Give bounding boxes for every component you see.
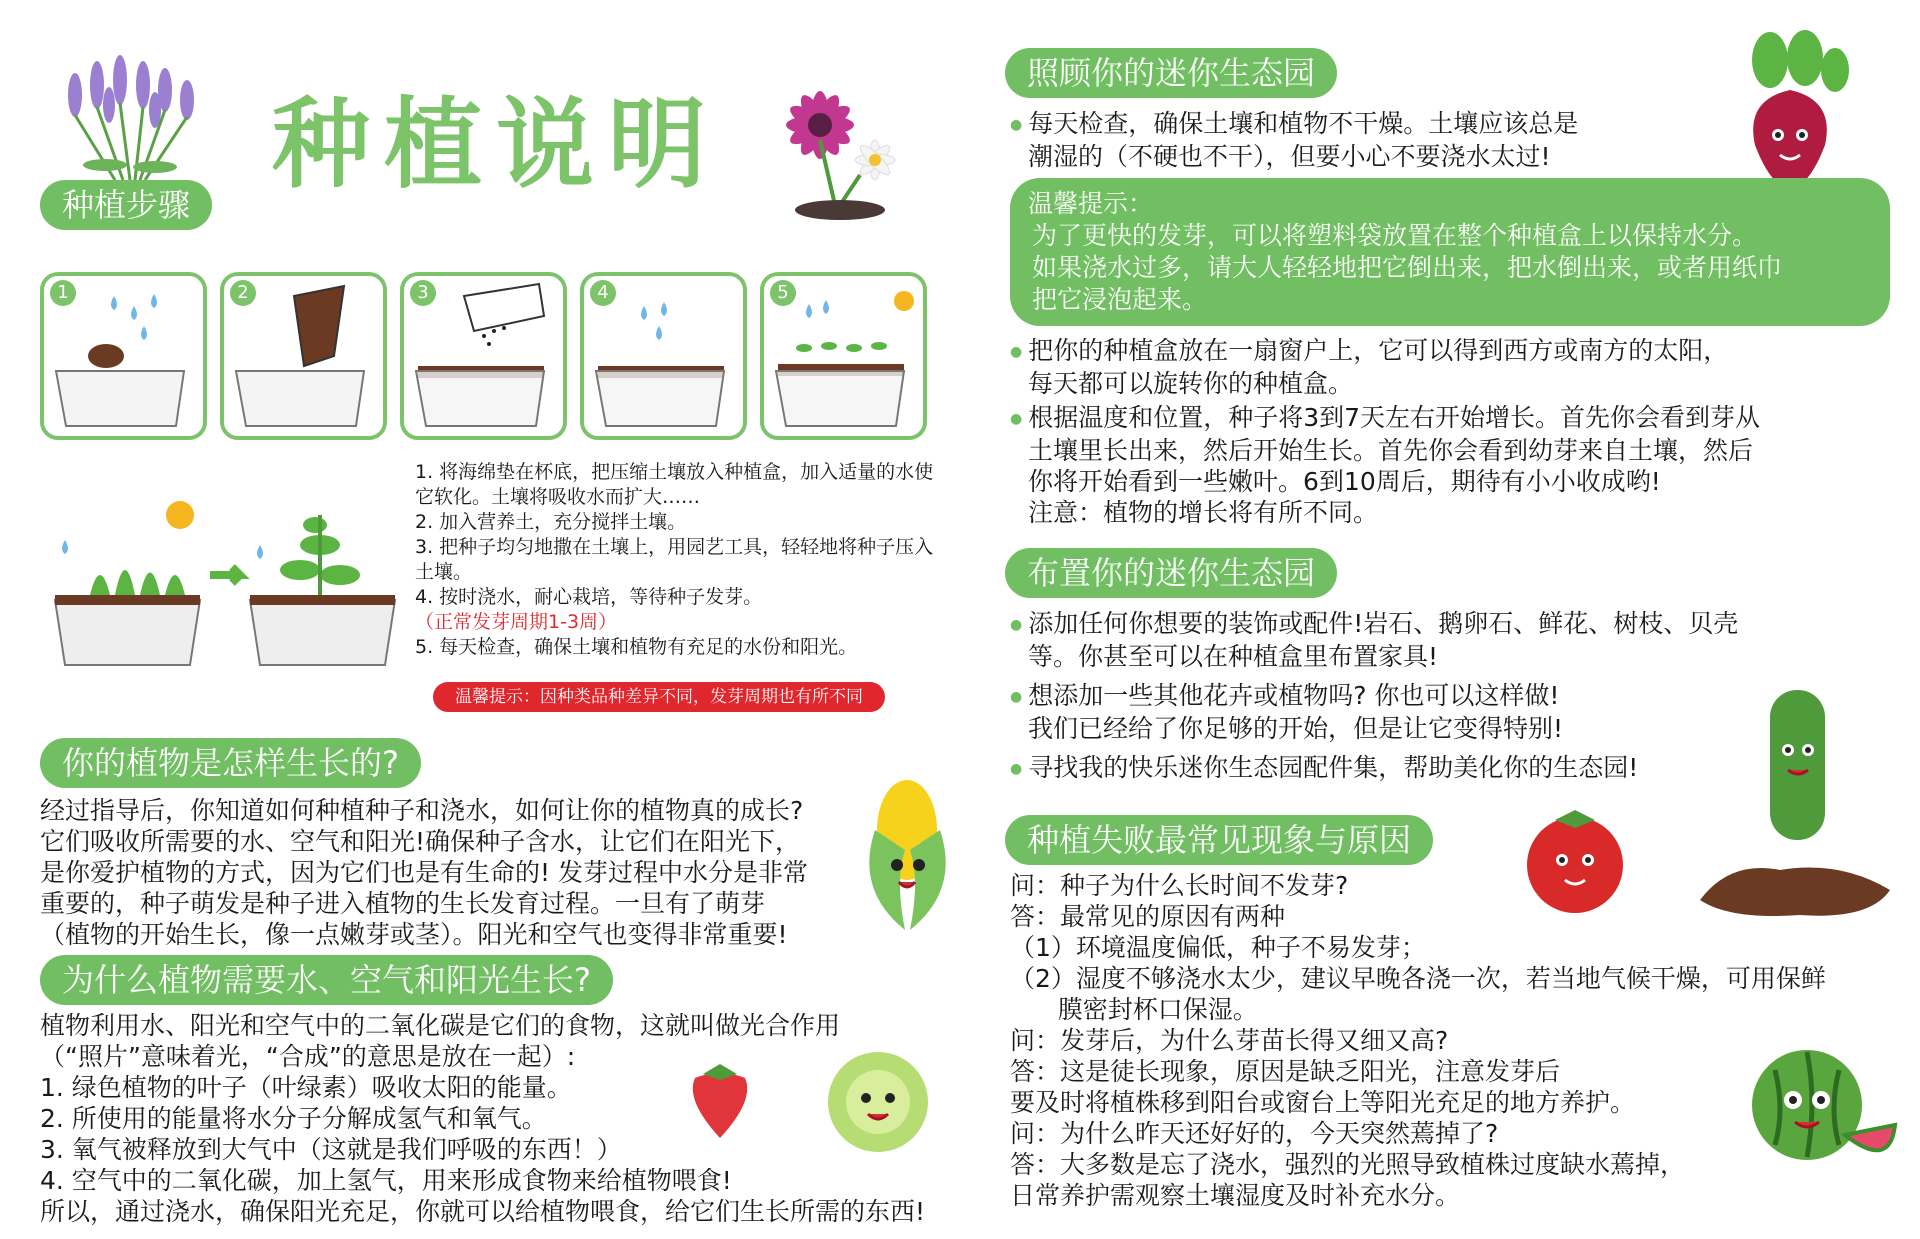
- tip-line: 如果浇水过多，请大人轻轻地把它倒出来，把水倒出来，或者用纸巾: [1032, 253, 1783, 282]
- text-line: 经过指导后，你知道如何种植种子和浇水，如何让你的植物真的成长?: [40, 796, 804, 825]
- instruction-line: 2. 加入营养土，充分搅拌土壤。: [415, 511, 687, 533]
- grown-plants-illustration: [50, 495, 410, 670]
- step-card-2: [220, 272, 387, 440]
- germination-period: （正常发芽周期1-3周）: [415, 611, 618, 633]
- faq-line: （2）湿度不够浇水太少，建议早晚各浇一次，若当地气候干燥，可用保鲜: [1010, 964, 1826, 993]
- lavender-illustration: [45, 55, 215, 185]
- tip-line: 为了更快的发芽，可以将塑料袋放置在整个种植盒上以保持水分。: [1032, 221, 1758, 250]
- text-line: 等。你甚至可以在种植盒里布置家具!: [1028, 641, 1439, 671]
- step-card-1: [40, 272, 207, 440]
- cabbage-character: [808, 1040, 948, 1170]
- step-number: 3: [410, 280, 436, 306]
- page-title: 种植说明: [272, 88, 721, 202]
- text-line: 所以，通过浇水，确保阳光充足，你就可以给植物喂食，给它们生长所需的东西!: [40, 1197, 926, 1226]
- corn-character: [845, 770, 965, 940]
- instruction-line: 5. 每天检查，确保土壤和植物有充足的水份和阳光。: [415, 636, 858, 658]
- step-number: 1: [50, 280, 76, 306]
- section-heading-failure: 种植失败最常见现象与原因: [1005, 815, 1433, 865]
- care-window: [1010, 335, 1890, 399]
- care-temperature: [1010, 402, 1890, 528]
- bullet-line: ● 根据温度和位置，种子将3到7天左右开始增长。首先你会看到芽从: [1010, 402, 1890, 435]
- text-line: 3. 氧气被释放到大气中（这就是我们呼吸的东西！）: [40, 1135, 622, 1164]
- grow-paragraph: [40, 795, 840, 950]
- strawberry-illustration: [685, 1060, 755, 1140]
- section-heading-care: 照顾你的迷你生态园: [1005, 48, 1337, 98]
- faq-line: 要及时将植株移到阳台或窗台上等阳光充足的地方养护。: [1010, 1088, 1636, 1117]
- faq-line: 答：这是徒长现象，原因是缺乏阳光，注意发芽后: [1010, 1057, 1561, 1086]
- bullet-line: ● 把你的种植盒放在一扇窗户上，它可以得到西方或南方的太阳，: [1010, 335, 1890, 368]
- faq-line: 问：为什么昨天还好好的，今天突然蔫掉了?: [1010, 1119, 1499, 1148]
- text-line: 重要的，种子萌发是种子进入植物的生长发育过程。一旦有了萌芽: [40, 889, 766, 918]
- text-line: 它们吸收所需要的水、空气和阳光!确保种子含水，让它们在阳光下，: [40, 827, 801, 856]
- tip-line: 把它浸泡起来。: [1032, 285, 1208, 314]
- section-heading-why: 为什么植物需要水、空气和阳光生长?: [40, 955, 613, 1005]
- text-line: 每天都可以旋转你的种植盒。: [1028, 368, 1354, 398]
- text-line: 1. 绿色植物的叶子（叶绿素）吸收太阳的能量。: [40, 1073, 572, 1102]
- section-heading-arrange: 布置你的迷你生态园: [1005, 548, 1337, 598]
- faq-line: 日常养护需观察土壤湿度及时补充水分。: [1010, 1181, 1461, 1210]
- step-card-5: [760, 272, 927, 440]
- daisy-illustration: [750, 60, 920, 230]
- faq-line: （1）环境温度偏低，种子不易发芽；: [1010, 933, 1426, 962]
- text-line: （植物的开始生长，像一点嫩芽或茎）。阳光和空气也变得非常重要!: [40, 920, 788, 949]
- care-tip-box: [1010, 178, 1890, 326]
- instruction-line: 4. 按时浇水，耐心栽培，等待种子发芽。: [415, 586, 763, 608]
- step-number: 5: [770, 280, 796, 306]
- tip-title: 温馨提示：: [1028, 189, 1154, 218]
- step-card-4: [580, 272, 747, 440]
- warning-tip-badge: 温馨提示：因种类品种差异不同，发芽周期也有所不同: [433, 682, 885, 712]
- step-number: 2: [230, 280, 256, 306]
- section-heading-grow: 你的植物是怎样生长的?: [40, 738, 421, 788]
- step-instructions: [415, 460, 935, 660]
- arrange-text-2: [1010, 680, 1710, 744]
- text-line: 土壤里长出来，然后开始生长。首先你会看到幼芽来自土壤，然后: [1028, 435, 1754, 465]
- text-line: 是你爱护植物的方式，因为它们也是有生命的! 发芽过程中水分是非常: [40, 858, 808, 887]
- bullet-line: ● 想添加一些其他花卉或植物吗? 你也可以这样做!: [1010, 680, 1710, 713]
- step-card-3: [400, 272, 567, 440]
- arrange-text-3: [1010, 752, 1730, 785]
- bullet-line: ● 添加任何你想要的装饰或配件!岩石、鹅卵石、鲜花、树枝、贝壳: [1010, 608, 1890, 641]
- text-line: 潮湿的（不硬也不干），但要小心不要浇水太过!: [1028, 141, 1551, 171]
- text-line: 你将开始看到一些嫩叶。6到10周后，期待有小小收成哟!: [1028, 466, 1661, 496]
- arrange-text-1: [1010, 608, 1890, 672]
- instruction-line: 3. 把种子均匀地撒在土壤上，用园艺工具，轻轻地将种子压入土壤。: [415, 536, 934, 583]
- faq-line: 答：最常见的原因有两种: [1010, 902, 1286, 931]
- text-line: 注意：植物的增长将有所不同。: [1028, 497, 1379, 527]
- section-pill-steps: 种植步骤: [40, 180, 212, 230]
- watermelon-character: [1745, 1040, 1900, 1180]
- care-intro: [1010, 108, 1710, 172]
- text-line: （“照片”意味着光，“合成”的意思是放在一起）:: [40, 1042, 576, 1071]
- text-line: 我们已经给了你足够的开始，但是让它变得特别!: [1028, 713, 1564, 743]
- text-line: 4. 空气中的二氧化碳，加上氢气，用来形成食物来给植物喂食!: [40, 1166, 732, 1195]
- faq-line: 答：大多数是忘了浇水，强烈的光照导致植株过度缺水蔫掉，: [1010, 1150, 1686, 1179]
- faq-line: 问：种子为什么长时间不发芽?: [1010, 871, 1349, 900]
- step-number: 4: [590, 280, 616, 306]
- faq-line: 膜密封杯口保湿。: [1010, 995, 1258, 1024]
- faq-line: 问：发芽后，为什么芽苗长得又细又高?: [1010, 1026, 1449, 1055]
- bullet-line: ● 寻找我的快乐迷你生态园配件集，帮助美化你的生态园!: [1010, 752, 1730, 785]
- text-line: 2. 所使用的能量将水分子分解成氢气和氧气。: [40, 1104, 547, 1133]
- instruction-line: 1. 将海绵垫在杯底，把压缩土壤放入种植盒，加入适量的水使它软化。土壤将吸收水而扩大……: [415, 461, 934, 508]
- bullet-line: ● 每天检查，确保土壤和植物不干燥。土壤应该总是: [1010, 108, 1710, 141]
- text-line: 植物利用水、阳光和空气中的二氧化碳是它们的食物，这就叫做光合作用: [40, 1011, 841, 1040]
